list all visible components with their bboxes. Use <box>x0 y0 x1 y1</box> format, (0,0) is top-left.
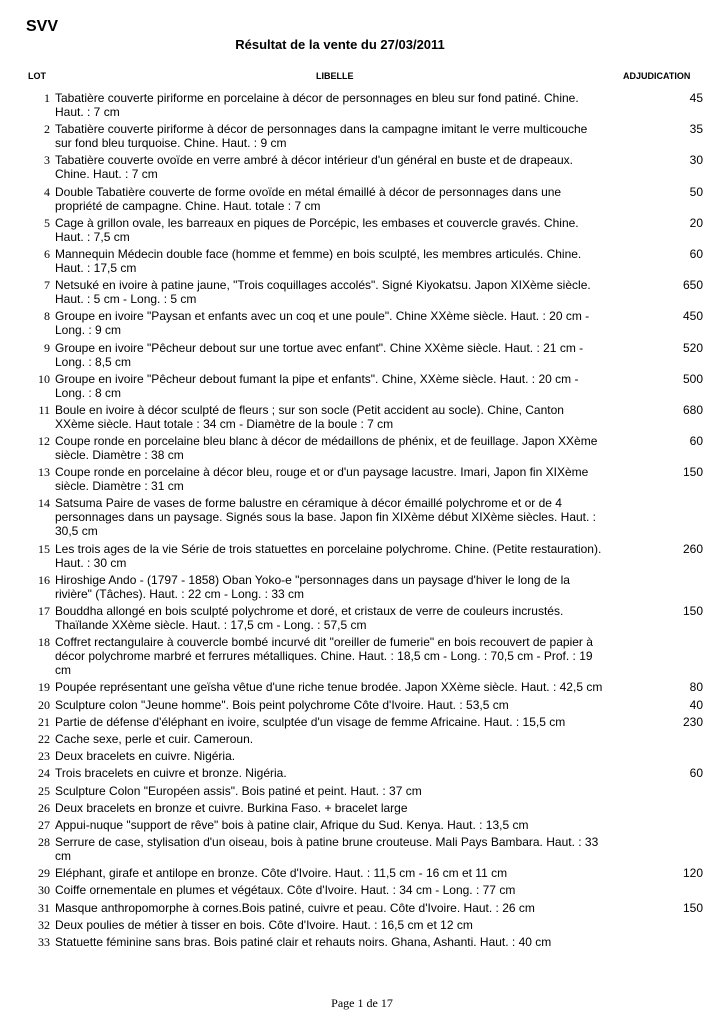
lot-description: Coupe ronde en porcelaine bleu blanc à décor de médaillons de phénix, et de feuillage. Japon XXème siècle. Diamètre : 38 cm <box>55 434 598 463</box>
lot-number: 25 <box>38 783 50 798</box>
table-row <box>0 341 724 369</box>
lot-number: 12 <box>38 434 50 449</box>
table-row <box>0 309 724 337</box>
lot-number: 21 <box>38 714 50 729</box>
lot-adjudication: 650 <box>682 278 703 293</box>
lot-number: 6 <box>44 246 50 261</box>
lot-description: Boule en ivoire à décor sculpté de fleurs ; sur son socle (Petit accident au socle). Chine, Canton XXème siècle. Haut totale : 34 cm - Diamètre de la boule : 7 cm <box>55 402 564 431</box>
table-row <box>0 918 724 932</box>
table-row <box>0 883 724 897</box>
lot-number: 29 <box>38 866 50 881</box>
page-title: Résultat de la vente du 27/03/2011 <box>235 37 445 52</box>
lot-adjudication: 60 <box>689 434 703 449</box>
lot-number: 22 <box>38 731 50 746</box>
lot-description: Tabatière couverte piriforme à décor de personnages dans la campagne imitant le verre multicouche sur fond bleu turquoise. Chine. Haut. : 9 cm <box>55 122 588 151</box>
lot-number: 23 <box>38 749 50 764</box>
lot-adjudication: 450 <box>682 309 703 324</box>
lot-number: 27 <box>38 817 50 832</box>
lot-number: 1 <box>44 91 50 105</box>
organization-name: SVV <box>26 18 59 35</box>
table-row <box>0 732 724 746</box>
lot-adjudication: 60 <box>689 766 703 781</box>
lot-adjudication: 80 <box>689 680 703 695</box>
lot-adjudication: 50 <box>689 184 703 199</box>
table-row <box>0 372 724 400</box>
table-row <box>0 496 724 538</box>
table-row <box>0 434 724 462</box>
table-row <box>0 403 724 431</box>
table-row <box>0 153 724 181</box>
lot-description: Double Tabatière couverte de forme ovoïde en métal émaillé à décor de personnages dans une propriété de campagne. Chine. Haut. totale : 7 cm <box>55 184 562 213</box>
lot-number: 5 <box>44 215 50 230</box>
lot-description: Coffret rectangulaire à couvercle bombé incurvé dit "oreiller de fumerie" en bois recouvert de papier à décor polychrome marbré et ferrures métalliques. Chine. Haut. : 18,5 cm - Long. : 70,5 cm - Prof. : 19 cm <box>55 635 593 678</box>
lot-description: Deux poulies de métier à tisser en bois. Côte d'Ivoire. Haut. : 16,5 cm et 12 cm <box>55 917 473 932</box>
lot-number: 30 <box>38 883 50 898</box>
lot-number: 17 <box>38 604 50 618</box>
lot-description: Appui-nuque "support de rêve" bois à patine clair, Afrique du Sud. Kenya. Haut. : 13,5 cm <box>55 817 529 832</box>
lot-description: Mannequin Médecin double face (homme et femme) en bois sculpté, les membres articulés. Chine. Haut. : 17,5 cm <box>55 246 582 275</box>
lot-number: 20 <box>38 697 50 712</box>
lot-adjudication: 40 <box>689 697 703 712</box>
lot-description: Groupe en ivoire "Pêcheur debout fumant la pipe et enfants". Chine, XXème siècle. Haut. : 20 cm - Long. : 8 cm <box>55 371 579 400</box>
lot-description: Cache sexe, perle et cuir. Cameroun. <box>55 731 254 746</box>
lot-description: Poupée représentant une geïsha vêtue d'une riche tenue brodée. Japon XXème siècle. Haut. : 42,5 cm <box>55 680 603 695</box>
table-row <box>0 465 724 493</box>
table-row <box>0 247 724 275</box>
lot-description: Bouddha allongé en bois sculpté polychrome et doré, et cristaux de verre de couleurs incrustés. Thaïlande XXème siècle. Haut. : 17,5 cm - Long. : 57,5 cm <box>55 604 564 632</box>
lot-description: Coupe ronde en porcelaine à décor bleu, rouge et or d'un paysage lacustre. Imari, Japon fin XIXème siècle. Diamètre : 31 cm <box>55 465 589 494</box>
lot-number: 2 <box>44 122 50 137</box>
lot-number: 10 <box>38 371 50 386</box>
table-row <box>0 935 724 949</box>
lot-adjudication: 500 <box>682 371 703 386</box>
lot-description: Trois bracelets en cuivre et bronze. Nigéria. <box>55 766 287 781</box>
lot-number: 7 <box>44 278 50 293</box>
lot-adjudication: 120 <box>682 866 703 881</box>
lot-description: Statuette féminine sans bras. Bois patiné clair et rehauts noirs. Ghana, Ashanti. Haut. : 40 cm <box>55 935 552 949</box>
lot-number: 4 <box>44 184 50 199</box>
lot-number: 15 <box>38 541 50 556</box>
lot-description: Partie de défense d'éléphant en ivoire, sculptée d'un visage de femme Africaine. Haut. : 15,5 cm <box>55 714 566 729</box>
lot-description: Sculpture Colon "Européen assis". Bois patiné et peint. Haut. : 37 cm <box>55 783 422 798</box>
table-row <box>0 866 724 880</box>
lot-number: 16 <box>38 572 50 587</box>
table-row <box>0 766 724 780</box>
table-row <box>0 784 724 798</box>
lot-number: 31 <box>38 900 50 915</box>
table-row <box>0 635 724 677</box>
lot-adjudication: 520 <box>682 340 703 355</box>
table-row <box>0 680 724 694</box>
table-row <box>0 749 724 763</box>
table-row <box>0 801 724 815</box>
lot-number: 13 <box>38 465 50 480</box>
lot-number: 11 <box>38 402 50 417</box>
table-row <box>0 216 724 244</box>
table-row <box>0 542 724 570</box>
table-row <box>0 715 724 729</box>
table-row <box>0 573 724 601</box>
lot-number: 32 <box>38 917 50 932</box>
lot-description: Hiroshige Ando - (1797 - 1858) Oban Yoko-e "personnages dans un paysage d'hiver le long de la rivière" (Tâches). Haut. : 22 cm - Long. : 33 cm <box>55 572 570 601</box>
lot-number: 19 <box>38 680 50 695</box>
table-row <box>0 278 724 306</box>
lot-description: Eléphant, girafe et antilope en bronze. Côte d'Ivoire. Haut. : 11,5 cm - 16 cm et 11 cm <box>55 866 508 881</box>
table-row <box>0 122 724 150</box>
table-row <box>0 185 724 213</box>
lot-description: Groupe en ivoire "Pêcheur debout sur une tortue avec enfant". Chine XXème siècle. Haut. : 21 cm - Long. : 8,5 cm <box>55 340 584 369</box>
table-row <box>0 91 724 119</box>
lot-description: Tabatière couverte ovoïde en verre ambré à décor intérieur d'un général en buste et de drapeaux. Chine. Haut. : 7 cm <box>55 153 573 182</box>
lot-description: Sculpture colon "Jeune homme". Bois peint polychrome Côte d'Ivoire. Haut. : 53,5 cm <box>55 697 509 712</box>
table-row <box>0 698 724 712</box>
column-header-libelle: LIBELLE <box>316 71 354 81</box>
lot-number: 24 <box>38 766 50 781</box>
lot-number: 28 <box>38 835 50 850</box>
table-row <box>0 604 724 632</box>
lot-adjudication: 30 <box>689 153 703 168</box>
lot-adjudication: 680 <box>682 402 703 417</box>
lot-description: Tabatière couverte piriforme en porcelaine à décor de personnages en bleu sur fond patiné. Chine. Haut. : 7 cm <box>55 91 579 119</box>
column-header-adjudication: ADJUDICATION <box>623 71 691 81</box>
lot-number: 26 <box>38 800 50 815</box>
table-row <box>0 835 724 863</box>
lot-description: Serrure de case, stylisation d'un oiseau, bois à patine brune crouteuse. Mali Pays Bambara. Haut. : 33 cm <box>55 835 599 864</box>
lot-description: Groupe en ivoire "Paysan et enfants avec un coq et une poule". Chine XXème siècle. Haut. : 20 cm - Long. : 9 cm <box>55 309 590 338</box>
lot-number: 18 <box>38 635 50 650</box>
lot-description: Masque anthropomorphe à cornes.Bois patiné, cuivre et peau. Côte d'Ivoire. Haut. : 26 cm <box>55 900 535 915</box>
column-header-lot: LOT <box>28 71 46 81</box>
lot-adjudication: 150 <box>682 604 703 618</box>
lot-number: 14 <box>38 496 50 511</box>
lot-adjudication: 230 <box>682 714 703 729</box>
lot-description: Netsuké en ivoire à patine jaune, "Trois coquillages accolés". Signé Kiyokatsu. Japon XIXème siècle. Haut. : 5 cm - Long. : 5 cm <box>55 278 591 307</box>
lot-adjudication: 260 <box>682 541 703 556</box>
lot-adjudication: 60 <box>689 246 703 261</box>
lot-description: Satsuma Paire de vases de forme balustre en céramique à décor émaillé polychrome et or de 4 personnages dans un paysage. Signés sous la base. Japon fin XIXème début XIXème siècles. Haut. : 30,5 cm <box>55 496 597 539</box>
lot-description: Cage à grillon ovale, les barreaux en piques de Porcépic, les embases et couvercle gravés. Chine. Haut. : 7,5 cm <box>55 215 579 244</box>
lot-adjudication: 35 <box>689 122 703 137</box>
lot-adjudication: 150 <box>682 900 703 915</box>
lot-description: Deux bracelets en bronze et cuivre. Burkina Faso. + bracelet large <box>55 800 408 815</box>
lot-description: Les trois ages de la vie Série de trois statuettes en porcelaine polychrome. Chine. (Petite restauration). Haut. : 30 cm <box>55 541 602 570</box>
lots-table <box>0 91 724 952</box>
table-row <box>0 818 724 832</box>
lot-number: 33 <box>38 935 50 949</box>
lot-adjudication: 20 <box>689 215 703 230</box>
page-number: Page 1 de 17 <box>331 996 393 1010</box>
lot-adjudication: 150 <box>682 465 703 480</box>
lot-description: Coiffe ornementale en plumes et végétaux. Côte d'Ivoire. Haut. : 34 cm - Long. : 77 cm <box>55 883 516 898</box>
lot-number: 9 <box>44 340 50 355</box>
lot-number: 3 <box>44 153 50 168</box>
table-row <box>0 901 724 915</box>
lot-description: Deux bracelets en cuivre. Nigéria. <box>55 749 236 764</box>
lot-number: 8 <box>44 309 50 324</box>
lot-adjudication: 45 <box>689 91 703 105</box>
